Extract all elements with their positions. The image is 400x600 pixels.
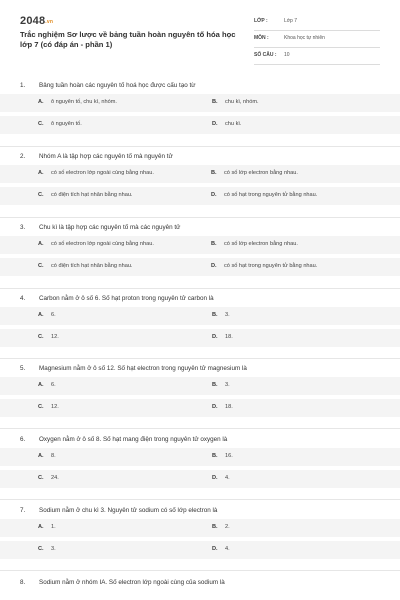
logo-suffix: .vn xyxy=(45,19,54,25)
options-row xyxy=(0,448,400,466)
logo-text: 2048 xyxy=(20,15,46,27)
option-a[interactable]: A. 1. xyxy=(38,524,56,530)
meta-class-value: Lớp 7 xyxy=(284,18,298,24)
divider xyxy=(0,570,400,571)
option-b[interactable]: B. 3. xyxy=(212,312,230,318)
question-stem: 1. Bảng tuần hoàn các nguyên tố hoá học được cấu tạo từ xyxy=(20,82,196,89)
question-stem: 2. Nhóm A là tập hợp các nguyên tố mà nguyên tử xyxy=(20,153,173,160)
options-row xyxy=(0,94,400,112)
options-row xyxy=(0,519,400,537)
options-row xyxy=(0,377,400,395)
divider xyxy=(0,288,400,289)
option-c[interactable]: C. 24. xyxy=(38,475,59,481)
option-a[interactable]: A. có số electron lớp ngoài cùng bằng nhau. xyxy=(38,170,154,176)
option-b[interactable]: B. có số lớp electron bằng nhau. xyxy=(211,170,298,176)
option-c[interactable]: C. 12. xyxy=(38,334,59,340)
option-c[interactable]: C. 3. xyxy=(38,546,56,552)
meta-subject-row xyxy=(254,31,380,48)
meta-count-row xyxy=(254,48,380,65)
page-header xyxy=(0,0,400,82)
divider xyxy=(0,146,400,147)
meta-subject-label: MÔN : xyxy=(254,35,269,41)
option-a[interactable]: A. có số electron lớp ngoài cùng bằng nhau. xyxy=(38,241,154,247)
title-line-2: lớp 7 (có đáp án - phần 1) xyxy=(20,40,113,49)
question-stem: 3. Chu kì là tập hợp các nguyên tố mà các nguyên tử xyxy=(20,224,181,231)
options-row xyxy=(0,399,400,417)
option-c[interactable]: C. có điện tích hạt nhân bằng nhau. xyxy=(38,263,133,269)
option-a[interactable]: A. 6. xyxy=(38,312,56,318)
page-title xyxy=(20,30,250,50)
option-b[interactable]: B. 2. xyxy=(212,524,230,530)
site-logo[interactable] xyxy=(20,15,53,27)
option-c[interactable]: C. ô nguyên tố. xyxy=(38,121,82,127)
options-row xyxy=(0,541,400,559)
option-a[interactable]: A. ô nguyên tố, chu kì, nhóm. xyxy=(38,99,117,105)
options-row xyxy=(0,258,400,276)
option-d[interactable]: D. 18. xyxy=(212,334,233,340)
option-c[interactable]: C. 12. xyxy=(38,404,59,410)
option-b[interactable]: B. 3. xyxy=(212,382,230,388)
divider xyxy=(0,428,400,429)
option-d[interactable]: D. 4. xyxy=(212,475,230,481)
options-row xyxy=(0,187,400,205)
options-row xyxy=(0,470,400,488)
divider xyxy=(0,217,400,218)
option-c[interactable]: C. có điện tích hạt nhân bằng nhau. xyxy=(38,192,133,198)
option-b[interactable]: B. 16. xyxy=(212,453,233,459)
options-row xyxy=(0,329,400,347)
options-row xyxy=(0,165,400,183)
option-a[interactable]: A. 8. xyxy=(38,453,56,459)
option-d[interactable]: D. chu kì. xyxy=(212,121,242,127)
option-d[interactable]: D. có số hạt trong nguyên tử bằng nhau. xyxy=(211,192,318,198)
question-stem: 6. Oxygen nằm ở ô số 8. Số hạt mang điện trong nguyên tử oxygen là xyxy=(20,436,228,443)
question-stem: 7. Sodium nằm ở chu kì 3. Nguyên tử sodium có số lớp electron là xyxy=(20,507,218,514)
divider xyxy=(0,499,400,500)
meta-class-label: LỚP : xyxy=(254,18,268,24)
option-a[interactable]: A. 6. xyxy=(38,382,56,388)
divider xyxy=(0,358,400,359)
quiz-meta xyxy=(254,14,380,65)
meta-class-row xyxy=(254,14,380,31)
meta-count-value: 10 xyxy=(284,52,290,58)
option-d[interactable]: D. 4. xyxy=(212,546,230,552)
options-row xyxy=(0,116,400,134)
meta-count-label: SỐ CÂU : xyxy=(254,52,277,58)
option-d[interactable]: D. 18. xyxy=(212,404,233,410)
option-b[interactable]: B. chu kì, nhóm. xyxy=(212,99,259,105)
option-d[interactable]: D. có số hạt trong nguyên tử bằng nhau. xyxy=(211,263,318,269)
options-row xyxy=(0,307,400,325)
title-line-1: Trắc nghiệm Sơ lược về bảng tuần hoàn nguyên tố hóa học xyxy=(20,30,236,39)
question-stem: 8. Sodium nằm ở nhóm IA. Số electron lớp ngoài cùng của sodium là xyxy=(20,579,225,586)
question-stem: 4. Carbon nằm ở ô số 6. Số hạt proton trong nguyên tử carbon là xyxy=(20,295,214,302)
meta-subject-value: Khoa học tự nhiên xyxy=(284,35,325,41)
options-row xyxy=(0,236,400,254)
question-stem: 5. Magnesium nằm ở ô số 12. Số hạt electron trong nguyên tử magnesium là xyxy=(20,365,247,372)
option-b[interactable]: B. có số lớp electron bằng nhau. xyxy=(211,241,298,247)
